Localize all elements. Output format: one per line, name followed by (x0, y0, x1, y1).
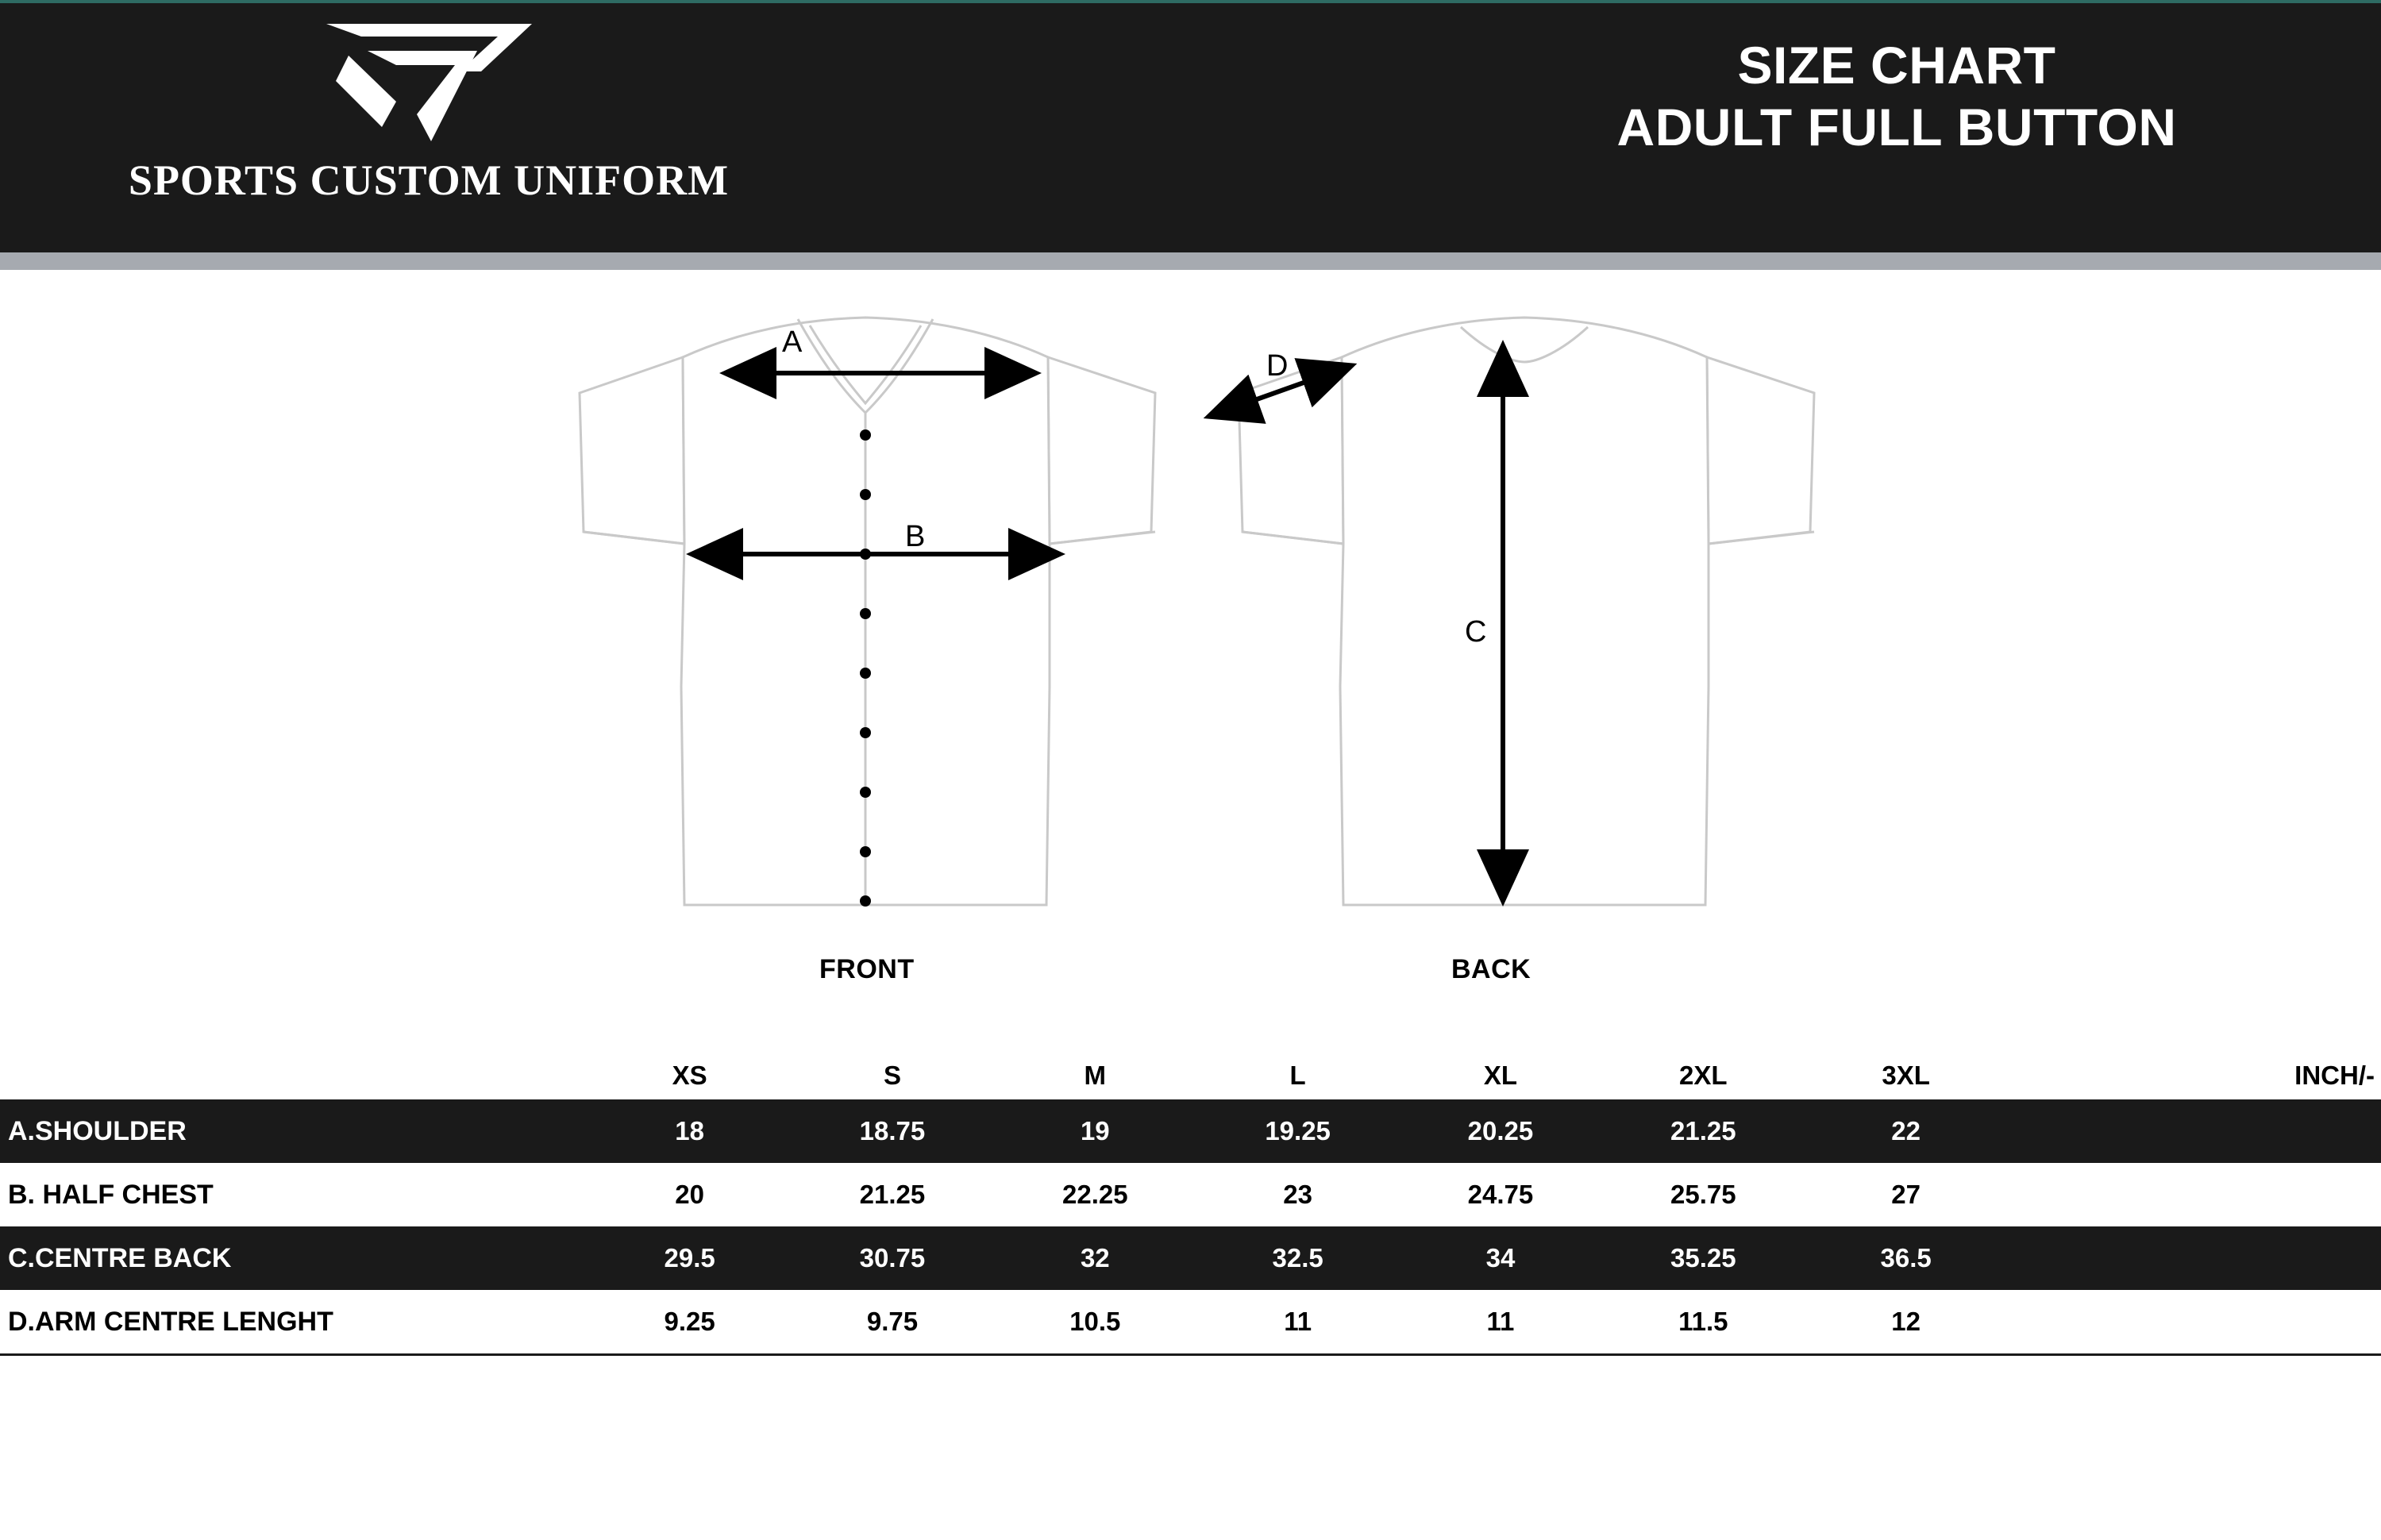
table-row (0, 1163, 2381, 1226)
header-unit-label: INCH/- (2007, 1052, 2381, 1099)
dimension-label-d: D (1266, 349, 1289, 383)
cell-centre-back-2xl: 35.25 (1602, 1226, 1805, 1290)
header-size-xs: XS (588, 1052, 791, 1099)
page-title-line-1: SIZE CHART (1737, 36, 2056, 94)
row-label-centre-back: C.CENTRE BACK (0, 1226, 588, 1290)
cell-half-chest-unit (2007, 1163, 2381, 1226)
cell-shoulder-xs: 18 (588, 1099, 791, 1163)
back-view-caption: BACK (1451, 954, 1531, 984)
cell-half-chest-l: 23 (1196, 1163, 1399, 1226)
header-size-l: L (1196, 1052, 1399, 1099)
header-size-3xl: 3XL (1805, 1052, 2007, 1099)
front-view-caption: FRONT (819, 954, 915, 984)
dimension-label-c: C (1465, 615, 1487, 649)
dimension-label-b: B (905, 520, 926, 553)
header-size-s: S (791, 1052, 993, 1099)
cell-centre-back-xs: 29.5 (588, 1226, 791, 1290)
header-size-m: M (994, 1052, 1196, 1099)
cell-centre-back-xl: 34 (1399, 1226, 1601, 1290)
cell-centre-back-3xl: 36.5 (1805, 1226, 2007, 1290)
brand-block (95, 19, 762, 237)
size-chart-table (0, 1052, 2381, 1356)
cell-centre-back-l: 32.5 (1196, 1226, 1399, 1290)
page-title-line-2: ADULT FULL BUTTON (1616, 97, 2177, 156)
cell-shoulder-s: 18.75 (791, 1099, 993, 1163)
page-header (0, 0, 2381, 252)
table-row (0, 1226, 2381, 1290)
row-label-arm-centre-length: D.ARM CENTRE LENGHT (0, 1290, 588, 1355)
cell-centre-back-m: 32 (994, 1226, 1196, 1290)
dimension-label-a: A (782, 325, 803, 359)
cell-arm-length-3xl: 12 (1805, 1290, 2007, 1355)
cell-shoulder-2xl: 21.25 (1602, 1099, 1805, 1163)
brand-name: SPORTS CUSTOM UNIFORM (128, 156, 730, 204)
cell-half-chest-2xl: 25.75 (1602, 1163, 1805, 1226)
header-blank (0, 1052, 588, 1099)
cell-arm-length-l: 11 (1196, 1290, 1399, 1355)
cell-half-chest-xl: 24.75 (1399, 1163, 1601, 1226)
shield-chevron-logo-icon (320, 19, 538, 146)
cell-arm-length-xs: 9.25 (588, 1290, 791, 1355)
cell-arm-length-xl: 11 (1399, 1290, 1601, 1355)
cell-arm-length-2xl: 11.5 (1602, 1290, 1805, 1355)
cell-half-chest-3xl: 27 (1805, 1163, 2007, 1226)
page-title (1460, 35, 2333, 159)
cell-half-chest-xs: 20 (588, 1163, 791, 1226)
cell-arm-length-unit (2007, 1290, 2381, 1355)
table-header-row (0, 1052, 2381, 1099)
cell-half-chest-s: 21.25 (791, 1163, 993, 1226)
cell-shoulder-unit (2007, 1099, 2381, 1163)
jersey-illustration (0, 270, 2381, 1008)
row-label-shoulder: A.SHOULDER (0, 1099, 588, 1163)
cell-half-chest-m: 22.25 (994, 1163, 1196, 1226)
cell-centre-back-unit (2007, 1226, 2381, 1290)
header-size-2xl: 2XL (1602, 1052, 1805, 1099)
cell-shoulder-m: 19 (994, 1099, 1196, 1163)
row-label-half-chest: B. HALF CHEST (0, 1163, 588, 1226)
cell-shoulder-l: 19.25 (1196, 1099, 1399, 1163)
table-row (0, 1099, 2381, 1163)
cell-centre-back-s: 30.75 (791, 1226, 993, 1290)
cell-shoulder-xl: 20.25 (1399, 1099, 1601, 1163)
header-size-xl: XL (1399, 1052, 1601, 1099)
cell-arm-length-s: 9.75 (791, 1290, 993, 1355)
header-rule (0, 252, 2381, 270)
cell-arm-length-m: 10.5 (994, 1290, 1196, 1355)
table-row (0, 1290, 2381, 1355)
cell-shoulder-3xl: 22 (1805, 1099, 2007, 1163)
